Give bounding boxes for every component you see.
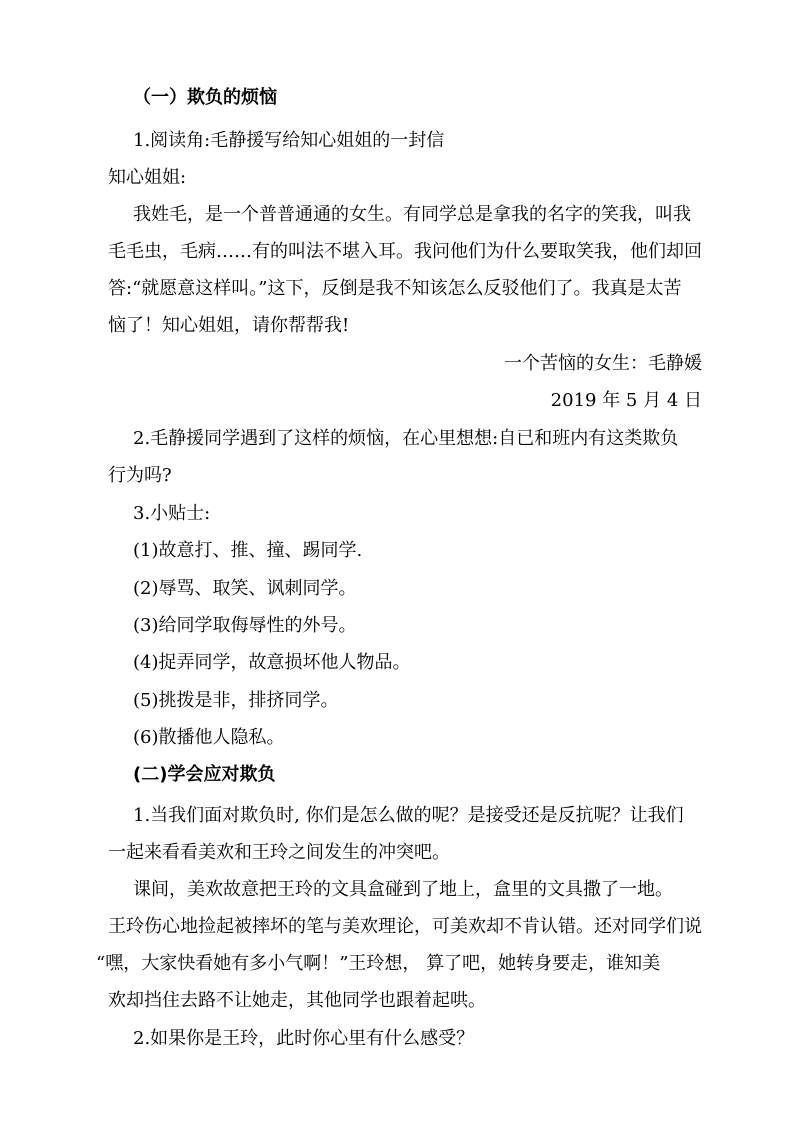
letter-signature: 一个苦恼的女生：毛静媛 (504, 353, 702, 374)
letter-line: 毛毛虫，毛病……有的叫法不堪入耳。我问他们为什么要取笑我，他们却回 (108, 241, 702, 262)
tip-item: (5)挑拨是非，排挤同学。 (133, 690, 339, 711)
tip-item: (6)散播他人隐私。 (133, 727, 285, 748)
reflection-item-line: 行为吗? (108, 465, 172, 486)
story-line: 王玲伤心地捡起被摔坏的笔与美欢理论，可美欢却不肯认错。还对同学们说 (108, 916, 702, 937)
letter-salutation: 知心姐姐: (108, 167, 187, 188)
letter-line: 恼了！知心姐姐，请你帮帮我! (108, 315, 350, 336)
tip-item: (3)给同学取侮辱性的外号。 (133, 615, 357, 636)
letter-line: 我姓毛，是一个普普通通的女生。有同学总是拿我的名字的笑我，叫我 (133, 204, 691, 225)
story-line: 欢却挡住去路不让她走，其他同学也跟着起哄。 (108, 990, 486, 1011)
feeling-question: 2.如果你是王玲，此时你心里有什么感受？ (133, 1028, 475, 1049)
section1-heading: （一）欺负的烦恼 (133, 87, 277, 108)
question-line: 1.当我们面对欺负时, 你们是怎么做的呢？是接受还是反抗呢？让我们 (133, 805, 684, 826)
tip-item: (1)故意打、推、撞、踢同学. (133, 540, 363, 561)
question-line: 一起来看看美欢和王玲之间发生的冲突吧。 (108, 842, 450, 863)
tips-title: 3.小贴士: (133, 503, 211, 524)
letter-line: 答:“就愿意这样叫。”这下，反倒是我不知该怎么反驳他们了。我真是太苦 (108, 278, 682, 299)
story-line: 课间，美欢故意把王玲的文具盒碰到了地上，盒里的文具撒了一地。 (133, 879, 673, 900)
tip-item: (2)辱骂、取笑、讽刺同学。 (133, 578, 357, 599)
letter-date: 2019 年 5 月 4 日 (550, 390, 702, 411)
section2-heading: (二)学会应对欺负 (133, 764, 276, 785)
story-line: “嘿，大家快看她有多小气啊！”王玲想， 算了吧，她转身要走，谁知美 (96, 953, 661, 974)
reading-corner-item: 1.阅读角:毛静援写给知心姐姐的一封信 (133, 130, 445, 151)
tip-item: (4)捉弄同学，故意损坏他人物品。 (133, 652, 411, 673)
reflection-item-line: 2.毛静援同学遇到了这样的烦恼，在心里想想:自已和班内有这类欺负 (133, 428, 679, 449)
